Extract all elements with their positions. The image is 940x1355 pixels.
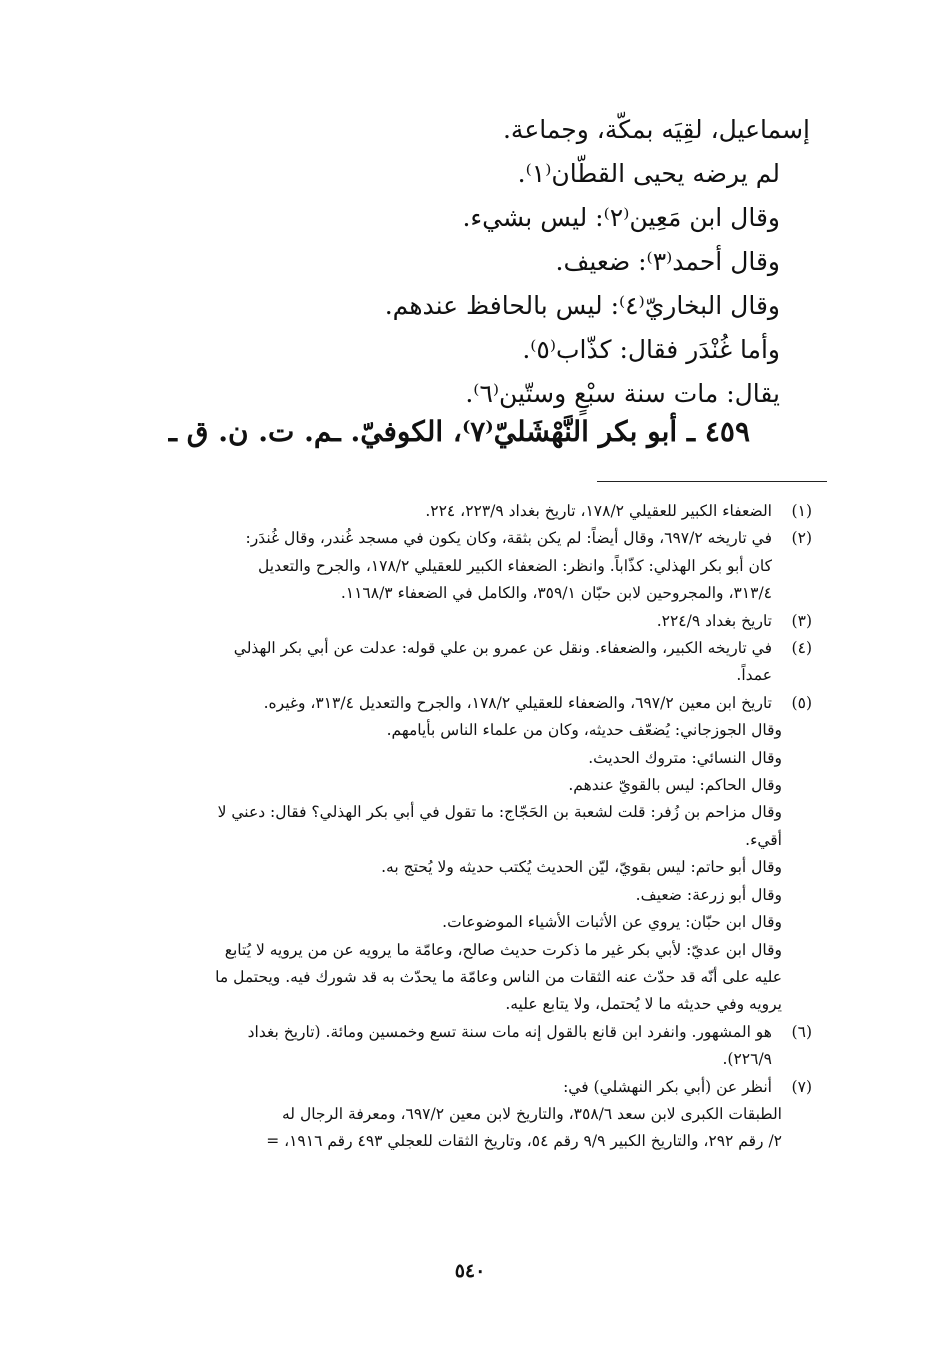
footnote-line: أنظر عن (أبي بكر النهشلي) في:: [563, 1077, 772, 1096]
footnote-7: [112, 1074, 812, 1156]
footnote-1: [112, 498, 812, 525]
footnote-line: وقال ابن عديّ: لأبي بكر غير ما ذكرت حديث صالح، وعامّة ما يرويه عن من يرويه لا يُتابع: [224, 940, 782, 959]
footnote-number: (٥): [791, 693, 812, 712]
footnote-2: [112, 525, 812, 607]
footnotes: [112, 498, 812, 1156]
footnote-line: تاريخ بغداد ٢٢٤/٩.: [656, 611, 772, 630]
footnote-line: ٣١٣/٤، والمجروحين لابن حبّان ٣٥٩/١، والكامل في الضعفاء ١١٦٨/٣.: [340, 584, 772, 603]
footnote-line: ٢/ رقم ٢٩٢، والتاريخ الكبير ٩/٩ رقم ٥٤، وتاريخ الثقات للعجلي ٤٩٣ رقم ١٩١٦، =: [266, 1132, 782, 1151]
main-text-line: إسماعيل، لقِيَه بمكّة، وجماعة.: [502, 115, 810, 144]
footnote-number: (٣): [791, 611, 812, 630]
footnote-line: عليه على أنّه قد حدّث عنه الثقات من الناس وعامّة ما يحدّث به قد شورك فيه. ويحتمل ما: [215, 967, 782, 986]
footnote-line: الضعفاء الكبير للعقيلي ١٧٨/٢، تاريخ بغداد ٢٢٣/٩، ٢٢٤.: [425, 502, 772, 520]
footnote-4: [112, 635, 812, 690]
main-text-line: وقال ابن مَعِين⁽٢⁾: ليس بشيء.: [462, 203, 780, 232]
footnote-line: وقال الحاكم: ليس بالقويّ عندهم.: [568, 776, 782, 795]
footnote-line: كان أبو بكر الهذلي: كذّاباً. وانظر: الضعفاء الكبير للعقيلي ١٧٨/٢، والجرح والتعديل: [258, 556, 772, 575]
footnote-number: (٧): [791, 1077, 812, 1096]
footnote-number: (٤): [791, 639, 812, 658]
footnote-6: [112, 1019, 812, 1074]
page-number: ٥٤٠: [454, 1260, 486, 1282]
footnote-line: يرويه وفي حديثه ما لا يُحتمل، ولا يتابع عليه.: [505, 995, 782, 1014]
main-text-line: وقال البخاريّ⁽٤⁾: ليس بالحافظ عندهم.: [384, 291, 780, 320]
footnote-line: وقال أبو زرعة: ضعيف.: [635, 885, 782, 904]
main-text-line: وقال أحمد⁽٣⁾: ضعيف.: [555, 247, 780, 276]
footnote-number: (١): [791, 502, 812, 520]
footnote-line: ٢٢٦/٩).: [722, 1050, 772, 1069]
footnote-3: [112, 608, 812, 635]
footnote-line: عمداً.: [736, 666, 772, 685]
footnote-line: وقال أبو حاتم: ليس بقويّ، ليّن الحديث يُكتب حديثه ولا يُحتج به.: [381, 858, 782, 877]
footnote-line: في تاريخه ٦٩٧/٢، وقال أيضاً: لم يكن بثقة، وكان يكون في مسجد غُندر، وقال غُندَر:: [245, 529, 772, 548]
footnote-line: وقال الجوزجاني: يُضعّف حديثه، وكان من علماء الناس بأيامهم.: [386, 721, 782, 740]
main-text-line: وأما غُنْدَر فقال: كذّاب⁽٥⁾.: [522, 335, 780, 364]
footnote-5: [112, 690, 812, 1019]
main-text: [140, 108, 810, 416]
footnote-number: (٢): [791, 529, 812, 548]
main-text-line: لم يرضه يحيى القطّان⁽١⁾.: [517, 159, 780, 188]
footnote-line: أقيء.: [745, 830, 782, 849]
footnote-line: الطبقات الكبرى لابن سعد ٣٥٨/٦، والتاريخ لابن معين ٦٩٧/٢، ومعرفة الرجال له: [281, 1104, 782, 1123]
footnote-line: وقال ابن حبّان: يروي عن الأثبات الأشياء الموضوعات.: [442, 913, 782, 932]
entry-heading: ٤٥٩ ـ أبو بكر النَّهْشَليّ⁽٧⁾، الكوفيّ. ـم. ت. ن. ق ـ: [168, 415, 750, 448]
footnote-line: في تاريخه الكبير، والضعفاء. ونقل عن عمرو بن علي قوله: عدلت عن أبي بكر الهذلي: [233, 639, 772, 658]
footnote-line: هو المشهور. وانفرد ابن قانع بالقول إنه مات سنة تسع وخمسين ومائة. (تاريخ بغداد: [247, 1022, 772, 1041]
main-text-line: يقال: مات سنة سبْعٍ وستّين⁽٦⁾.: [465, 379, 780, 408]
footnote-line: تاريخ ابن معين ٦٩٧/٢، والضعفاء للعقيلي ١٧٨/٢، والجرح والتعديل ٣١٣/٤، وغيره.: [263, 693, 772, 712]
footnote-number: (٦): [791, 1022, 812, 1041]
footnote-line: وقال مزاحم بن زُفر: قلت لشعبة بن الحَجّاج: ما تقول في أبي بكر الهذلي؟ فقال: دعني لا: [217, 803, 782, 822]
footnote-divider: [597, 481, 827, 482]
footnote-line: وقال النسائي: متروك الحديث.: [588, 748, 782, 767]
